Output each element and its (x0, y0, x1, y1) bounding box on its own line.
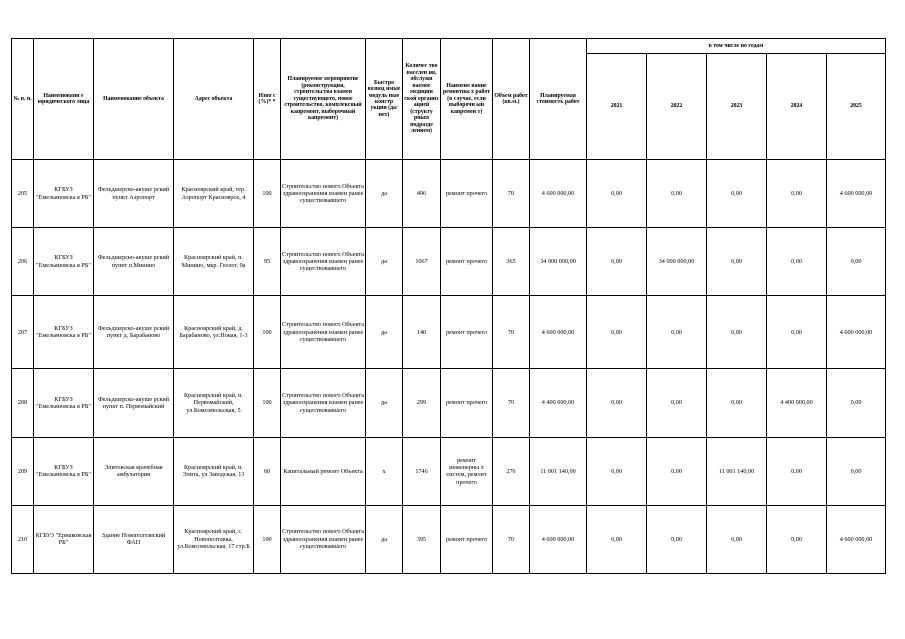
cell-year-2025: 0,00 (827, 228, 886, 296)
table-row (12, 228, 886, 296)
header-row-1 (12, 39, 886, 54)
cell-planned-cost: 4 600 000,00 (530, 505, 587, 573)
cell-object-name: Фельдшерско-акуше рский пункт Аэропорт (94, 160, 174, 228)
cell-address: Красноярский край, тер. Аэропорт Красноярск, 4 (174, 160, 254, 228)
cell-quick-build: да (366, 228, 403, 296)
cell-population: 1067 (403, 228, 441, 296)
cell-repair-types: ремонт прочего (441, 160, 493, 228)
cell-planned-event: Строительство нового Объекта здравоохранения взамен ранее существовавшего (281, 369, 366, 437)
cell-year-2023: 0,00 (707, 160, 767, 228)
cell-num: 208 (12, 369, 34, 437)
cell-legal-entity: КГБУЗ "Емельяновска я РБ" (34, 228, 94, 296)
cell-volume: 365 (493, 228, 530, 296)
table-row (12, 505, 886, 573)
cell-num: 206 (12, 228, 34, 296)
cell-year-2021: 0,00 (587, 369, 647, 437)
cell-volume: 70 (493, 369, 530, 437)
cell-planned-event: Капитальный ремонт Объекта (281, 437, 366, 505)
header-repair-types: Наимено вание ремонтны х работ (в случае, если выборочн ый капремон т) (441, 39, 493, 160)
header-legal-entity: Наименовани е юридического лица (34, 39, 94, 160)
cell-wear: 95 (254, 228, 281, 296)
cell-address: Красноярский край, с. Новополтавка, ул.Комсомольская, 17 стр.Б (174, 505, 254, 573)
cell-planned-cost: 4 600 000,00 (530, 160, 587, 228)
cell-wear: 100 (254, 296, 281, 369)
cell-quick-build: да (366, 160, 403, 228)
cell-legal-entity: КГБУЗ "Ермаковская РБ" (34, 505, 94, 573)
cell-planned-event: Строительство нового Объекта здравоохранения взамен ранее существовавшего (281, 296, 366, 369)
cell-year-2025: 0,00 (827, 369, 886, 437)
cell-num: 207 (12, 296, 34, 369)
header-object-name: Наименование объекта (94, 39, 174, 160)
cell-year-2024: 0,00 (767, 160, 827, 228)
cell-wear: 100 (254, 369, 281, 437)
header-year: 2021 (587, 54, 647, 160)
header-year: 2023 (707, 54, 767, 160)
cell-object-name: Здание Новополтавский ФАП (94, 505, 174, 573)
cell-year-2025: 4 600 000,00 (827, 505, 886, 573)
cell-planned-cost: 34 000 000,00 (530, 228, 587, 296)
cell-year-2021: 0,00 (587, 505, 647, 573)
header-volume: Объем работ (кв.м.) (493, 39, 530, 160)
cell-volume: 276 (493, 437, 530, 505)
cell-address: Красноярский край, п. Элита, ул Заводская, 13 (174, 437, 254, 505)
header-year: 2025 (827, 54, 886, 160)
header-population: Количес тво населен ия, обслужи ваемое медицин ской организ ацией (структу рным подразде лением) (403, 39, 441, 160)
cell-repair-types: ремонт прочего (441, 296, 493, 369)
cell-legal-entity: КГБУЗ "Емельяновска я РБ" (34, 160, 94, 228)
cell-legal-entity: КГБУЗ "Емельяновска я РБ" (34, 369, 94, 437)
table-row (12, 369, 886, 437)
cell-year-2021: 0,00 (587, 437, 647, 505)
cell-year-2025: 0,00 (827, 437, 886, 505)
header-planned-cost: Планируемая стоимость работ (530, 39, 587, 160)
cell-year-2023: 0,00 (707, 228, 767, 296)
cell-legal-entity: КГБУЗ "Емельяновска я РБ" (34, 437, 94, 505)
table-row (12, 437, 886, 505)
header-wear: Изно с (%)* * (254, 39, 281, 160)
cell-volume: 70 (493, 296, 530, 369)
cell-object-name: Фельдшерско-акуше рский пункт п.Минино (94, 228, 174, 296)
cell-quick-build: да (366, 369, 403, 437)
objects-table (11, 38, 886, 574)
cell-num: 209 (12, 437, 34, 505)
cell-year-2024: 0,00 (767, 296, 827, 369)
cell-quick-build: да (366, 296, 403, 369)
cell-year-2025: 4 600 000,00 (827, 296, 886, 369)
cell-planned-cost: 4 600 000,00 (530, 296, 587, 369)
cell-year-2021: 0,00 (587, 296, 647, 369)
cell-object-name: Фельдшерско-акуше рский пункт д. Барабаново (94, 296, 174, 369)
cell-year-2023: 0,00 (707, 369, 767, 437)
cell-num: 210 (12, 505, 34, 573)
cell-year-2022: 0,00 (647, 369, 707, 437)
cell-year-2024: 4 400 000,00 (767, 369, 827, 437)
header-quick-build: Быстро возвод имые модуль ные констр укции (да/нет) (366, 39, 403, 160)
cell-year-2023: 0,00 (707, 505, 767, 573)
cell-population: 140 (403, 296, 441, 369)
cell-year-2024: 0,00 (767, 505, 827, 573)
cell-repair-types: ремонт инженерны х систем, ремонт прочего (441, 437, 493, 505)
cell-quick-build: х (366, 437, 403, 505)
cell-year-2022: 34 000 000,00 (647, 228, 707, 296)
header-year: 2024 (767, 54, 827, 160)
cell-year-2025: 4 600 000,00 (827, 160, 886, 228)
cell-volume: 70 (493, 160, 530, 228)
cell-address: Красноярский край, п. Первомайский, ул.Комсомольская, 5 (174, 369, 254, 437)
header-num: № п. п. (12, 39, 34, 160)
cell-quick-build: да (366, 505, 403, 573)
cell-volume: 70 (493, 505, 530, 573)
cell-planned-event: Строительство нового Объекта здравоохранения взамен ранее существовавшего (281, 505, 366, 573)
cell-year-2022: 0,00 (647, 160, 707, 228)
cell-address: Красноярский край, д. Барабаново, ул.Новая, 1-3 (174, 296, 254, 369)
cell-planned-cost: 4 400 000,00 (530, 369, 587, 437)
cell-population: 395 (403, 505, 441, 573)
cell-year-2023: 0,00 (707, 296, 767, 369)
cell-repair-types: ремонт прочего (441, 228, 493, 296)
cell-population: 1746 (403, 437, 441, 505)
header-planned-event: Планируемое мероприятие (реконструкция, строительства взамен существующего, новое строительство, комплексный капремонт, выборочный капремонт) (281, 39, 366, 160)
cell-object-name: Элитовская врачебная амбулатория (94, 437, 174, 505)
header-by-years: в том числе по годам (587, 39, 886, 54)
cell-planned-cost: 11 001 140,00 (530, 437, 587, 505)
cell-year-2022: 0,00 (647, 296, 707, 369)
cell-wear: 100 (254, 505, 281, 573)
table-row (12, 160, 886, 228)
cell-planned-event: Строительство нового Объекта здравоохранения взамен ранее существовавшего (281, 228, 366, 296)
cell-year-2021: 0,00 (587, 228, 647, 296)
cell-repair-types: ремонт прочего (441, 505, 493, 573)
cell-repair-types: ремонт прочего (441, 369, 493, 437)
cell-year-2023: 11 001 140,00 (707, 437, 767, 505)
header-year: 2022 (647, 54, 707, 160)
cell-address: Красноярский край, п. Минино, мкр. Геолог, 9а (174, 228, 254, 296)
cell-year-2024: 0,00 (767, 437, 827, 505)
cell-year-2022: 0,00 (647, 505, 707, 573)
cell-population: 299 (403, 369, 441, 437)
cell-wear: 100 (254, 160, 281, 228)
cell-planned-event: Строительство нового Объекта здравоохранения взамен ранее существовавшего (281, 160, 366, 228)
cell-year-2022: 0,00 (647, 437, 707, 505)
cell-population: 496 (403, 160, 441, 228)
cell-year-2021: 0,00 (587, 160, 647, 228)
cell-num: 205 (12, 160, 34, 228)
cell-year-2024: 0,00 (767, 228, 827, 296)
cell-object-name: Фельдшерско-акуше рский пункт п. Первомайский (94, 369, 174, 437)
cell-legal-entity: КГБУЗ "Емельяновска я РБ" (34, 296, 94, 369)
header-address: Адрес объекта (174, 39, 254, 160)
cell-wear: 60 (254, 437, 281, 505)
table-row (12, 296, 886, 369)
